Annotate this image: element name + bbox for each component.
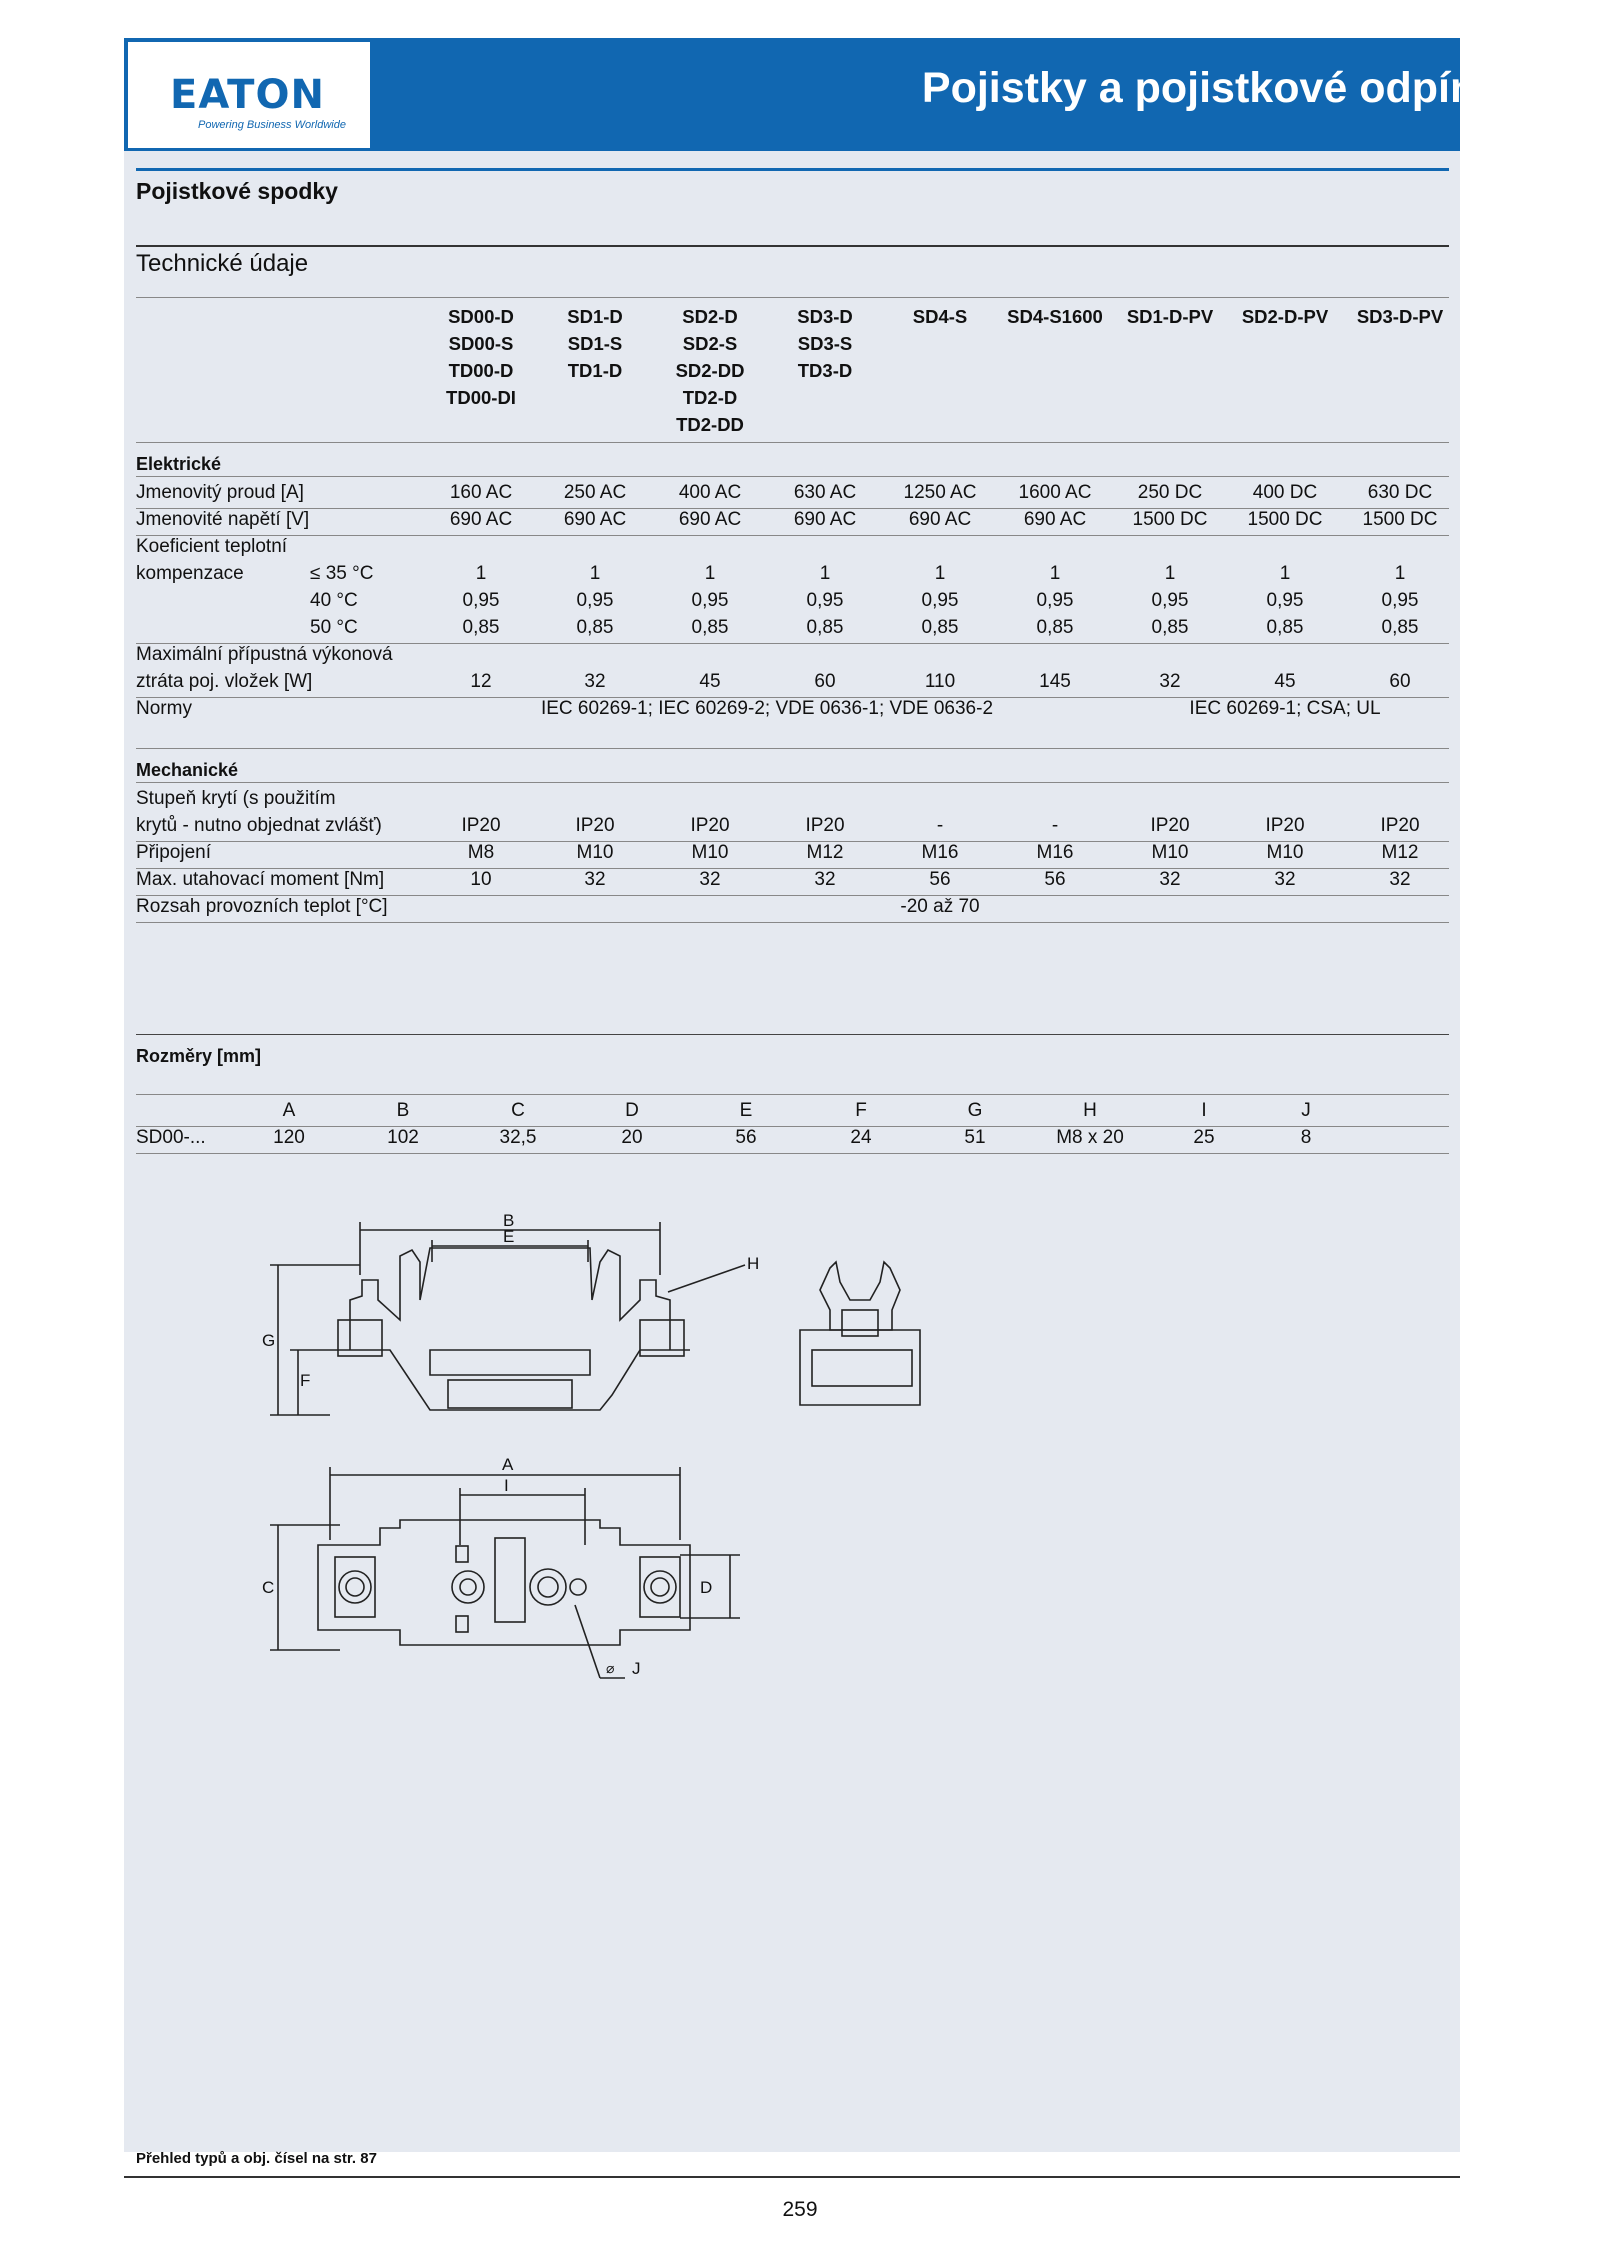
protection-cell: IP20 [1265,815,1305,836]
drawing-label-c: C [262,1578,275,1597]
torque-cell: 56 [929,869,951,890]
norms-ac: IEC 60269-1; IEC 60269-2; VDE 0636-1; VDE 0636-2 [540,698,994,719]
drawing-label-phi: ⌀ [606,1660,615,1676]
dimension-header: J [1301,1100,1311,1121]
column-header-line: SD00-S [448,333,514,354]
power-loss-cell: 60 [814,671,836,692]
footer-note: Přehled typů a obj. čísel na str. 87 [136,2150,377,2167]
temp-comp-label: Koeficient teplotní [136,536,288,557]
protection-cell: IP20 [575,815,615,836]
drawing-label-h: H [747,1254,760,1273]
footer-divider [124,2176,1460,2178]
torque-cell: 32 [584,869,606,890]
rated-voltage-cell: 1500 DC [1362,509,1438,530]
power-loss-cell: 45 [1274,671,1296,692]
column-header-line: SD3-D [797,306,853,327]
protection-cell: IP20 [690,815,730,836]
rated-current-cell: 1250 AC [903,482,977,503]
column-header-line: TD1-D [567,360,623,381]
dimension-value: M8 x 20 [1056,1127,1124,1148]
temp-comp-cell: 0,85 [576,617,614,638]
rated-current-label: Jmenovitý proud [A] [136,482,304,503]
temp-comp-cell: 1 [1164,563,1176,584]
rated-voltage-cell: 690 AC [1023,509,1087,530]
column-header-line: SD3-S [797,333,853,354]
drawing-label-g: G [262,1331,276,1350]
connection-cell: M10 [1266,842,1304,863]
protection-label: krytů - nutno objednat zvlášť) [136,815,382,836]
rated-voltage-cell: 690 AC [908,509,972,530]
temp-comp-cell: 0,95 [462,590,500,611]
torque-cell: 10 [470,869,492,890]
drawing-label-e: E [503,1227,515,1246]
column-header-line: SD3-D-PV [1356,306,1444,327]
protection-cell: - [1051,815,1059,836]
torque-cell: 56 [1044,869,1066,890]
connection-cell: M16 [921,842,959,863]
temp-comp-cell: 0,85 [462,617,500,638]
dimension-value: 20 [621,1127,643,1148]
temp-comp-cell: 0,85 [921,617,959,638]
dimension-value: 51 [964,1127,986,1148]
power-loss-cell: 12 [470,671,492,692]
dimension-header: I [1201,1100,1207,1121]
connection-cell: M8 [467,842,495,863]
drawing-label-b: B [503,1211,515,1230]
drawing-label-i: I [504,1476,509,1495]
temp-comp-cell: 0,95 [576,590,614,611]
torque-cell: 32 [1159,869,1181,890]
connection-cell: M16 [1036,842,1074,863]
norms-label: Normy [136,698,192,719]
connection-cell: M10 [576,842,614,863]
dimension-value: 120 [273,1127,305,1148]
connection-label: Připojení [136,842,211,863]
page-number: 259 [782,2198,818,2221]
power-loss-cell: 60 [1389,671,1411,692]
dimension-value: 32,5 [499,1127,537,1148]
dimension-header: C [511,1100,525,1121]
rated-current-cell: 160 AC [449,482,513,503]
rated-voltage-cell: 690 AC [678,509,742,530]
torque-cell: 32 [1274,869,1296,890]
dimensions-heading: Rozměry [mm] [136,1046,262,1066]
dimension-value: 24 [850,1127,872,1148]
column-header-line: TD00-DI [446,387,516,408]
temp-comp-cell: 0,95 [1381,590,1419,611]
temp-comp-cell: 0,95 [691,590,729,611]
electrical-heading: Elektrické [136,454,222,474]
torque-cell: 32 [1389,869,1411,890]
dimension-row-label: SD00-... [136,1127,206,1148]
temp-comp-cell: 0,85 [1151,617,1189,638]
column-header-line: SD1-D-PV [1126,306,1214,327]
dimension-value: 25 [1193,1127,1215,1148]
rated-current-cell: 250 AC [563,482,627,503]
torque-cell: 32 [814,869,836,890]
protection-label: Stupeň krytí (s použitím [136,788,336,809]
connection-cell: M12 [806,842,844,863]
column-header-line: SD1-D [567,306,623,327]
protection-cell: - [936,815,944,836]
column-header-line: SD2-DD [675,360,745,381]
temp-comp-cell: 0,95 [806,590,844,611]
connection-cell: M10 [1151,842,1189,863]
temp-comp-cell: 1 [1394,563,1406,584]
temp-comp-cell: 0,85 [691,617,729,638]
temp-comp-cell: 1 [1049,563,1061,584]
dimension-value: 56 [735,1127,757,1148]
column-header-line: TD3-D [797,360,853,381]
logo-tagline: Powering Business Worldwide [198,119,346,131]
temp-comp-condition: 50 °C [310,617,358,638]
rated-current-cell: 630 DC [1367,482,1433,503]
column-header-line: SD4-S [912,306,968,327]
power-loss-cell: 32 [1159,671,1181,692]
page-title: Pojistky a pojistkové odpínače [921,64,1548,112]
temp-range-label: Rozsah provozních teplot [°C] [136,896,388,917]
temp-comp-cell: 1 [1279,563,1291,584]
temp-range-value: -20 až 70 [900,896,980,917]
drawing-label-j: J [632,1659,641,1678]
column-header-line: SD2-D [682,306,738,327]
rated-voltage-cell: 690 AC [793,509,857,530]
protection-cell: IP20 [805,815,845,836]
temp-comp-cell: 1 [819,563,831,584]
dimension-value: 8 [1300,1127,1312,1148]
dimension-header: F [855,1100,867,1121]
rated-current-cell: 400 DC [1252,482,1318,503]
temp-comp-cell: 1 [475,563,487,584]
rated-voltage-cell: 1500 DC [1132,509,1208,530]
column-header-line: SD00-D [448,306,514,327]
temp-comp-cell: 0,95 [1266,590,1304,611]
column-header-line: SD4-S1600 [1007,306,1103,327]
mechanical-heading: Mechanické [136,760,239,780]
power-loss-cell: 45 [699,671,721,692]
temp-comp-condition: 40 °C [310,590,358,611]
temp-comp-cell: 0,95 [1036,590,1074,611]
torque-cell: 32 [699,869,721,890]
rated-voltage-cell: 690 AC [449,509,513,530]
drawing-label-a: A [502,1455,514,1474]
logo-wordmark: EATON [170,72,325,118]
drawing-label-f: F [300,1371,311,1390]
rated-voltage-cell: 690 AC [563,509,627,530]
power-loss-label: ztráta poj. vložek [W] [136,671,313,692]
rated-voltage-label: Jmenovité napětí [V] [136,509,310,530]
temp-comp-cell: 0,85 [806,617,844,638]
dimension-header: G [967,1100,983,1121]
dimension-header: B [396,1100,410,1121]
protection-cell: IP20 [461,815,501,836]
dimension-header: A [282,1100,296,1121]
temp-comp-cell: 0,95 [1151,590,1189,611]
drawing-label-d: D [700,1578,713,1597]
temp-comp-cell: 0,85 [1266,617,1304,638]
power-loss-label: Maximální přípustná výkonová [136,644,393,665]
column-header-line: SD2-D-PV [1241,306,1329,327]
rated-current-cell: 250 DC [1137,482,1203,503]
protection-cell: IP20 [1150,815,1190,836]
rated-current-cell: 400 AC [678,482,742,503]
rated-voltage-cell: 1500 DC [1247,509,1323,530]
dimension-header: D [625,1100,639,1121]
norms-dc: IEC 60269-1; CSA; UL [1189,698,1381,719]
dimension-header: E [739,1100,753,1121]
column-header-line: SD1-S [567,333,623,354]
temp-comp-cell: 0,95 [921,590,959,611]
temp-comp-cell: 0,85 [1036,617,1074,638]
column-header-line: TD2-D [682,387,738,408]
rated-current-cell: 630 AC [793,482,857,503]
dimension-header: H [1083,1100,1097,1121]
connection-cell: M12 [1381,842,1419,863]
power-loss-cell: 145 [1039,671,1071,692]
temp-comp-cell: 1 [704,563,716,584]
connection-cell: M10 [691,842,729,863]
torque-label: Max. utahovací moment [Nm] [136,869,385,890]
section-subtitle: Technické údaje [136,250,309,277]
temp-comp-cell: 1 [589,563,601,584]
protection-cell: IP20 [1380,815,1420,836]
temp-comp-condition: ≤ 35 °C [310,563,374,584]
column-header-line: TD00-D [448,360,514,381]
dimension-value: 102 [387,1127,419,1148]
power-loss-cell: 110 [924,671,956,692]
rated-current-cell: 1600 AC [1018,482,1092,503]
temp-comp-cell: 0,85 [1381,617,1419,638]
temp-comp-cell: 1 [934,563,946,584]
section-title: Pojistkové spodky [136,178,338,204]
temp-comp-label: kompenzace [136,563,244,584]
power-loss-cell: 32 [584,671,606,692]
column-header-line: TD2-DD [676,414,744,435]
column-header-line: SD2-S [682,333,738,354]
